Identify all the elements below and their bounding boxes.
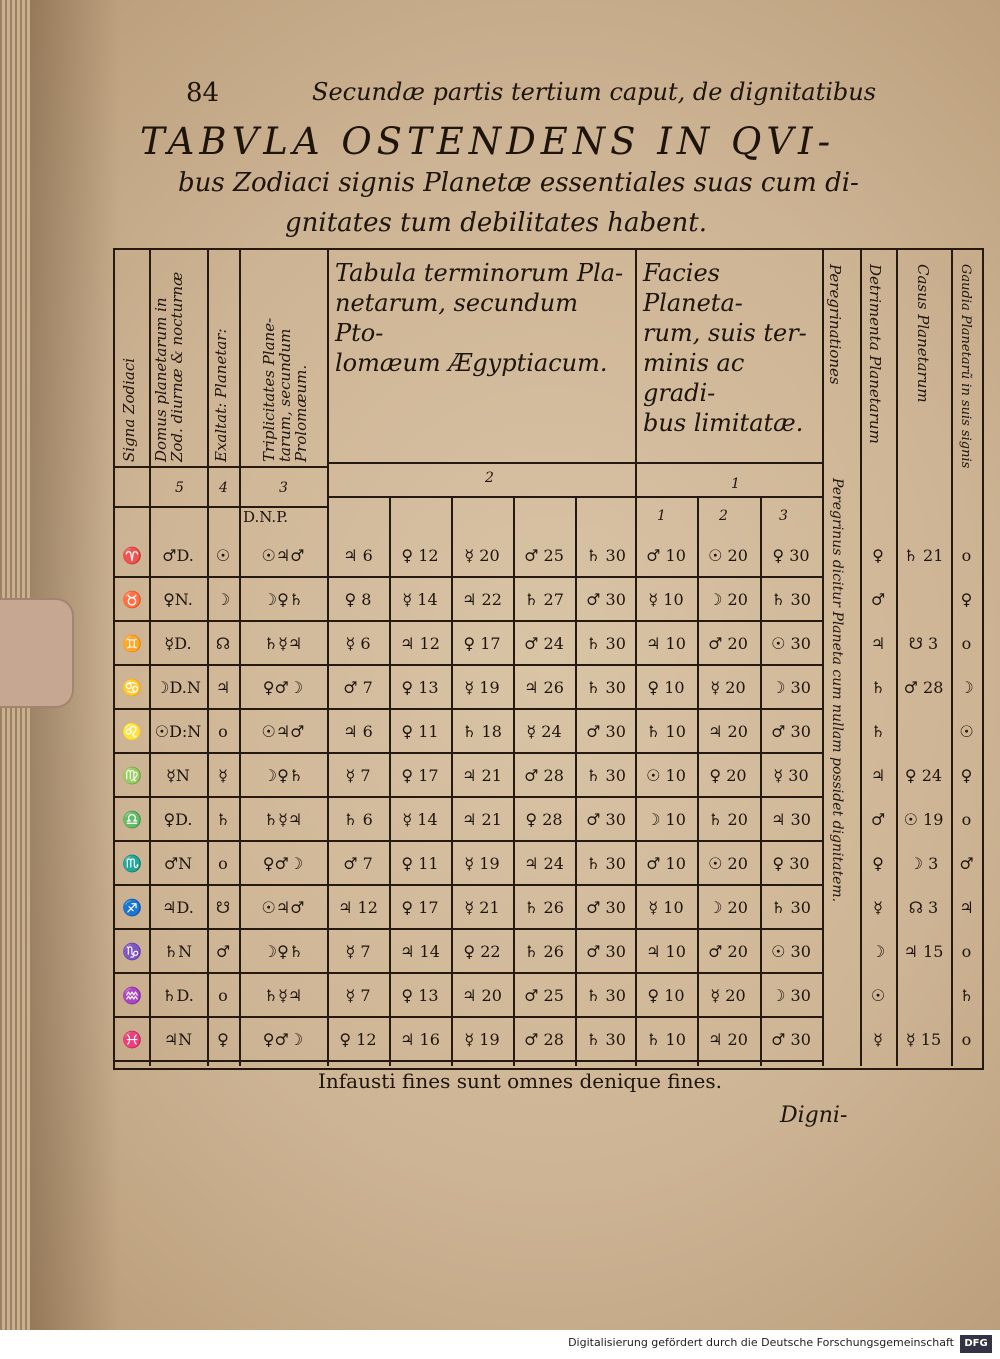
header-domus: Domus planetarum in Zod. diurnæ & nocturnæ — [152, 271, 186, 462]
term-cell: ♀ 11 — [401, 854, 439, 873]
term-cell: ♂ 24 — [524, 634, 564, 653]
gaud-cell: ☽ — [959, 678, 974, 697]
face-cell: ☿ 20 — [710, 986, 746, 1005]
exalt-cell: ♄ — [215, 810, 231, 829]
domus-cell: ☿N — [166, 766, 190, 785]
catchword: Digni- — [780, 1103, 848, 1128]
header-signa: Signa Zodiaci — [120, 357, 138, 462]
term-cell: ☿ 14 — [402, 810, 438, 829]
term-cell: ♄ 30 — [586, 634, 626, 653]
gaud-cell: ☉ — [959, 722, 974, 741]
col-rule — [822, 250, 824, 1066]
header-peregrinationes: Peregrinationes — [826, 264, 844, 385]
row-rule — [115, 972, 822, 974]
exalt-cell: o — [218, 722, 228, 741]
casus-cell: ♄ 21 — [903, 546, 944, 565]
col-number-2: 2 — [485, 470, 494, 486]
term-cell: ♀ 17 — [401, 766, 439, 785]
term-cell: ♂ 7 — [343, 854, 373, 873]
term-cell: ♄ 30 — [586, 1030, 626, 1049]
gaud-cell: ♂ — [959, 854, 974, 873]
domus-cell: ♀D. — [163, 810, 193, 829]
sign-cell: ♐ — [122, 898, 142, 917]
casus-cell: ☽ 3 — [908, 854, 939, 873]
gaud-cell: ♄ — [959, 986, 974, 1005]
term-cell: ♄ 30 — [586, 546, 626, 565]
trip-cell: ♄☿♃ — [263, 810, 303, 829]
header-triplicitates: Triplicitates Plane- tarum, secundum Prolomæum. — [260, 317, 310, 462]
domus-cell: ♄N — [163, 942, 193, 961]
exalt-cell: ☽ — [215, 590, 231, 609]
term-cell: ♂ 25 — [524, 546, 564, 565]
face-cell: ☿ 30 — [773, 766, 809, 785]
detr-cell: ♀ — [872, 854, 884, 873]
row-rule — [115, 928, 822, 930]
face-cell: ☉ 20 — [708, 854, 748, 873]
face-cell: ☽ 20 — [708, 898, 748, 917]
exalt-cell: ☉ — [215, 546, 231, 565]
dfg-logo: DFG — [960, 1335, 992, 1353]
domus-cell: ☽D.N — [155, 678, 201, 697]
gaud-cell: o — [961, 1030, 972, 1049]
face-cell: ☉ 30 — [771, 634, 811, 653]
detr-cell: ♃ — [870, 634, 886, 653]
book-clip — [0, 598, 74, 708]
term-cell: ☿ 7 — [345, 986, 371, 1005]
gaud-cell: ♀ — [960, 766, 973, 785]
term-cell: ☿ 6 — [345, 634, 371, 653]
face-cell: ♂ 20 — [708, 942, 748, 961]
face-cell: ☽ 30 — [771, 986, 811, 1005]
term-cell: ☿ 24 — [526, 722, 562, 741]
domus-cell: ♃D. — [162, 898, 194, 917]
sign-cell: ♒ — [122, 986, 142, 1005]
row-rule — [115, 1016, 822, 1018]
detr-cell: ♃ — [870, 766, 886, 785]
casus-cell: ☊ 3 — [908, 898, 939, 917]
sign-cell: ♌ — [122, 722, 142, 741]
term-cell: ♄ 30 — [586, 854, 626, 873]
term-cell: ♃ 12 — [400, 634, 440, 653]
domus-cell: ♂N — [163, 854, 193, 873]
domus-cell: ♃N — [163, 1030, 193, 1049]
row-rule — [115, 840, 822, 842]
casus-cell: ♂ 28 — [903, 678, 944, 697]
term-cell: ☿ 19 — [464, 854, 500, 873]
term-cell: ♀ 13 — [401, 986, 439, 1005]
face-cell: ♂ 30 — [771, 722, 811, 741]
face-sub-2: 2 — [719, 508, 728, 524]
inner-col-rule — [389, 496, 391, 1066]
face-cell: ☽ 10 — [646, 810, 686, 829]
inner-col-rule — [513, 496, 515, 1066]
col-number-1: 1 — [731, 476, 740, 492]
face-cell: ♄ 20 — [708, 810, 748, 829]
term-cell: ♂ 30 — [586, 722, 626, 741]
face-cell: ♀ 30 — [772, 854, 810, 873]
term-cell: ♂ 30 — [586, 590, 626, 609]
inner-col-rule — [451, 496, 453, 1066]
face-cell: ☽ 30 — [771, 678, 811, 697]
row-rule — [115, 752, 822, 754]
title-line-2: bus Zodiaci signis Planetæ essentiales suas cum di- — [178, 168, 859, 198]
term-cell: ☿ 20 — [464, 546, 500, 565]
term-cell: ♃ 24 — [524, 854, 564, 873]
sign-cell: ♈ — [122, 546, 142, 565]
col-number-3: 3 — [279, 480, 288, 496]
exalt-cell: ♃ — [215, 678, 231, 697]
term-cell: ☿ 19 — [464, 678, 500, 697]
term-cell: ♀ 13 — [401, 678, 439, 697]
term-cell: ♄ 27 — [524, 590, 564, 609]
term-cell: ♂ 28 — [524, 766, 564, 785]
term-cell: ♃ 26 — [524, 678, 564, 697]
term-cell: ♃ 21 — [462, 810, 502, 829]
term-cell: ♄ 26 — [524, 942, 564, 961]
term-cell: ♄ 30 — [586, 986, 626, 1005]
inner-col-rule — [760, 496, 762, 1066]
row-rule — [115, 664, 822, 666]
face-cell: ☽ 20 — [708, 590, 748, 609]
trip-cell: ☉♃♂ — [261, 546, 305, 565]
term-cell: ♄ 30 — [586, 766, 626, 785]
header-casus: Casus Planetarum — [914, 264, 932, 403]
trip-cell: ☉♃♂ — [261, 722, 305, 741]
term-cell: ♃ 14 — [400, 942, 440, 961]
credit-text: Digitalisierung gefördert durch die Deutsche Forschungsgemeinschaft — [568, 1336, 954, 1349]
row-rule — [115, 796, 822, 798]
casus-cell: ☿ 15 — [905, 1030, 942, 1049]
domus-cell: ♂D. — [162, 546, 194, 565]
term-cell: ♂ 30 — [586, 942, 626, 961]
sign-cell: ♉ — [122, 590, 142, 609]
header-detrimenta: Detrimenta Planetarum — [866, 264, 884, 444]
term-cell: ♂ 30 — [586, 898, 626, 917]
header-rule — [327, 462, 822, 464]
term-cell: ♂ 28 — [524, 1030, 564, 1049]
term-cell: ♀ 8 — [344, 590, 372, 609]
trip-cell: ☽♀♄ — [262, 766, 304, 785]
face-cell: ♄ 10 — [646, 722, 686, 741]
row-rule — [115, 708, 822, 710]
term-cell: ☿ 19 — [464, 1030, 500, 1049]
trip-cell: ♀♂☽ — [262, 678, 304, 697]
gaud-cell: o — [961, 942, 972, 961]
detr-cell: ☿ — [873, 898, 883, 917]
row-rule — [115, 576, 822, 578]
detr-cell: ♀ — [872, 546, 884, 565]
term-cell: ♃ 16 — [400, 1030, 440, 1049]
face-cell: ♄ 30 — [771, 590, 811, 609]
term-cell: ♀ 11 — [401, 722, 439, 741]
term-cell: ♀ 12 — [401, 546, 439, 565]
face-cell: ♃ 20 — [708, 1030, 748, 1049]
inner-col-rule — [575, 496, 577, 1066]
casus-cell: ☉ 19 — [903, 810, 944, 829]
header-rule — [115, 466, 327, 468]
sign-cell: ♎ — [122, 810, 142, 829]
gaud-cell: o — [961, 634, 972, 653]
detr-cell: ♂ — [870, 810, 886, 829]
term-cell: ♄ 30 — [586, 678, 626, 697]
exalt-cell: ♀ — [217, 1030, 229, 1049]
exalt-cell: ☋ — [215, 898, 231, 917]
header-termini: Tabula terminorum Pla- netarum, secundum Pto- lomæum Ægyptiacum. — [335, 259, 624, 377]
page-number: 84 — [186, 78, 220, 108]
detr-cell: ♄ — [870, 678, 886, 697]
face-cell: ♄ 30 — [771, 898, 811, 917]
face-cell: ☉ 20 — [708, 546, 748, 565]
trip-cell: ♀♂☽ — [262, 854, 304, 873]
dignities-table — [113, 248, 984, 1070]
term-cell: ♀ 22 — [463, 942, 501, 961]
face-cell: ♂ 10 — [646, 854, 686, 873]
detr-cell: ☉ — [870, 986, 886, 1005]
exalt-cell: o — [218, 986, 228, 1005]
trip-cell: ♄☿♃ — [263, 634, 303, 653]
exalt-cell: ♂ — [215, 942, 231, 961]
term-cell: ♂ 30 — [586, 810, 626, 829]
detr-cell: ☽ — [870, 942, 886, 961]
exalt-cell: ☿ — [218, 766, 228, 785]
term-cell: ♃ 21 — [462, 766, 502, 785]
term-cell: ♀ 17 — [463, 634, 501, 653]
face-cell: ☿ 10 — [648, 898, 684, 917]
face-cell: ♃ 10 — [646, 942, 686, 961]
face-cell: ♂ 30 — [771, 1030, 811, 1049]
casus-cell: ☋ 3 — [908, 634, 939, 653]
gaud-cell: o — [961, 546, 972, 565]
term-cell: ♀ 17 — [401, 898, 439, 917]
title-line-3: gnitates tum debilitates habent. — [285, 208, 707, 238]
face-cell: ☉ 10 — [646, 766, 686, 785]
term-cell: ♃ 6 — [343, 546, 373, 565]
face-cell: ♂ 20 — [708, 634, 748, 653]
peregrin-note: Peregrinus dicitur Planeta cum nullam possidet dignitatem. — [829, 478, 845, 903]
term-cell: ♃ 6 — [343, 722, 373, 741]
casus-cell: ♃ 15 — [903, 942, 944, 961]
face-sub-3: 3 — [779, 508, 788, 524]
header-exaltat: Exaltat: Planetar: — [212, 328, 230, 462]
term-cell: ♀ 12 — [339, 1030, 377, 1049]
sign-cell: ♑ — [122, 942, 142, 961]
domus-cell: ♀N. — [163, 590, 193, 609]
face-cell: ☉ 30 — [771, 942, 811, 961]
face-cell: ♂ 10 — [646, 546, 686, 565]
face-cell: ♀ 30 — [772, 546, 810, 565]
trip-cell: ☽♀♄ — [262, 590, 304, 609]
credit-bar — [0, 1330, 1000, 1359]
row-rule — [115, 884, 822, 886]
footer-line: Infausti fines sunt omnes denique fines. — [318, 1069, 722, 1093]
sign-cell: ♍ — [122, 766, 142, 785]
running-head: Secundæ partis tertium caput, de dignitatibus — [312, 78, 877, 106]
term-cell: ♄ 18 — [462, 722, 502, 741]
inner-col-rule — [697, 496, 699, 1066]
gaud-cell: o — [961, 810, 972, 829]
term-cell: ♄ 26 — [524, 898, 564, 917]
face-cell: ♄ 10 — [646, 1030, 686, 1049]
sign-cell: ♊ — [122, 634, 142, 653]
sign-cell: ♋ — [122, 678, 142, 697]
face-cell: ♃ 20 — [708, 722, 748, 741]
detr-cell: ♂ — [870, 590, 886, 609]
sign-cell: ♓ — [122, 1030, 142, 1049]
domus-cell: ☿D. — [164, 634, 192, 653]
domus-cell: ☉D:N — [154, 722, 202, 741]
trip-subheader: D.N.P. — [243, 508, 289, 526]
term-cell: ♃ 22 — [462, 590, 502, 609]
header-rule — [115, 506, 327, 508]
term-cell: ☿ 21 — [464, 898, 500, 917]
casus-cell: ♀ 24 — [904, 766, 943, 785]
exalt-cell: o — [218, 854, 228, 873]
term-cell: ☿ 14 — [402, 590, 438, 609]
term-cell: ☿ 7 — [345, 942, 371, 961]
trip-cell: ♄☿♃ — [263, 986, 303, 1005]
face-sub-1: 1 — [657, 508, 666, 524]
face-cell: ♃ 10 — [646, 634, 686, 653]
term-cell: ♃ 12 — [338, 898, 378, 917]
term-cell: ☿ 7 — [345, 766, 371, 785]
face-cell: ♀ 10 — [647, 678, 685, 697]
sign-cell: ♏ — [122, 854, 142, 873]
face-cell: ☿ 10 — [648, 590, 684, 609]
col-number-4: 4 — [219, 480, 228, 496]
col-number-5: 5 — [175, 480, 184, 496]
gaud-cell: ♃ — [959, 898, 974, 917]
detr-cell: ♄ — [870, 722, 886, 741]
face-cell: ♀ 20 — [709, 766, 747, 785]
term-cell: ♄ 6 — [343, 810, 373, 829]
term-cell: ♂ 25 — [524, 986, 564, 1005]
header-gaudia: Gaudia Planetarũ in suis signis — [958, 264, 973, 469]
face-cell: ♀ 10 — [647, 986, 685, 1005]
trip-cell: ☽♀♄ — [262, 942, 304, 961]
term-cell: ♂ 7 — [343, 678, 373, 697]
term-cell: ♃ 20 — [462, 986, 502, 1005]
domus-cell: ♄D. — [162, 986, 194, 1005]
header-facies: Facies Planeta- rum, suis ter- minis ac gradi- bus limitatæ. — [643, 259, 807, 437]
face-cell: ☿ 20 — [710, 678, 746, 697]
row-rule — [115, 620, 822, 622]
title-line-1: TABVLA OSTENDENS IN QVI- — [140, 120, 836, 163]
row-rule — [115, 1060, 822, 1062]
term-cell: ♀ 28 — [525, 810, 563, 829]
face-cell: ♃ 30 — [771, 810, 811, 829]
gaud-cell: ♀ — [960, 590, 973, 609]
trip-cell: ☉♃♂ — [261, 898, 305, 917]
detr-cell: ☿ — [873, 1030, 883, 1049]
trip-cell: ♀♂☽ — [262, 1030, 304, 1049]
exalt-cell: ☊ — [215, 634, 231, 653]
